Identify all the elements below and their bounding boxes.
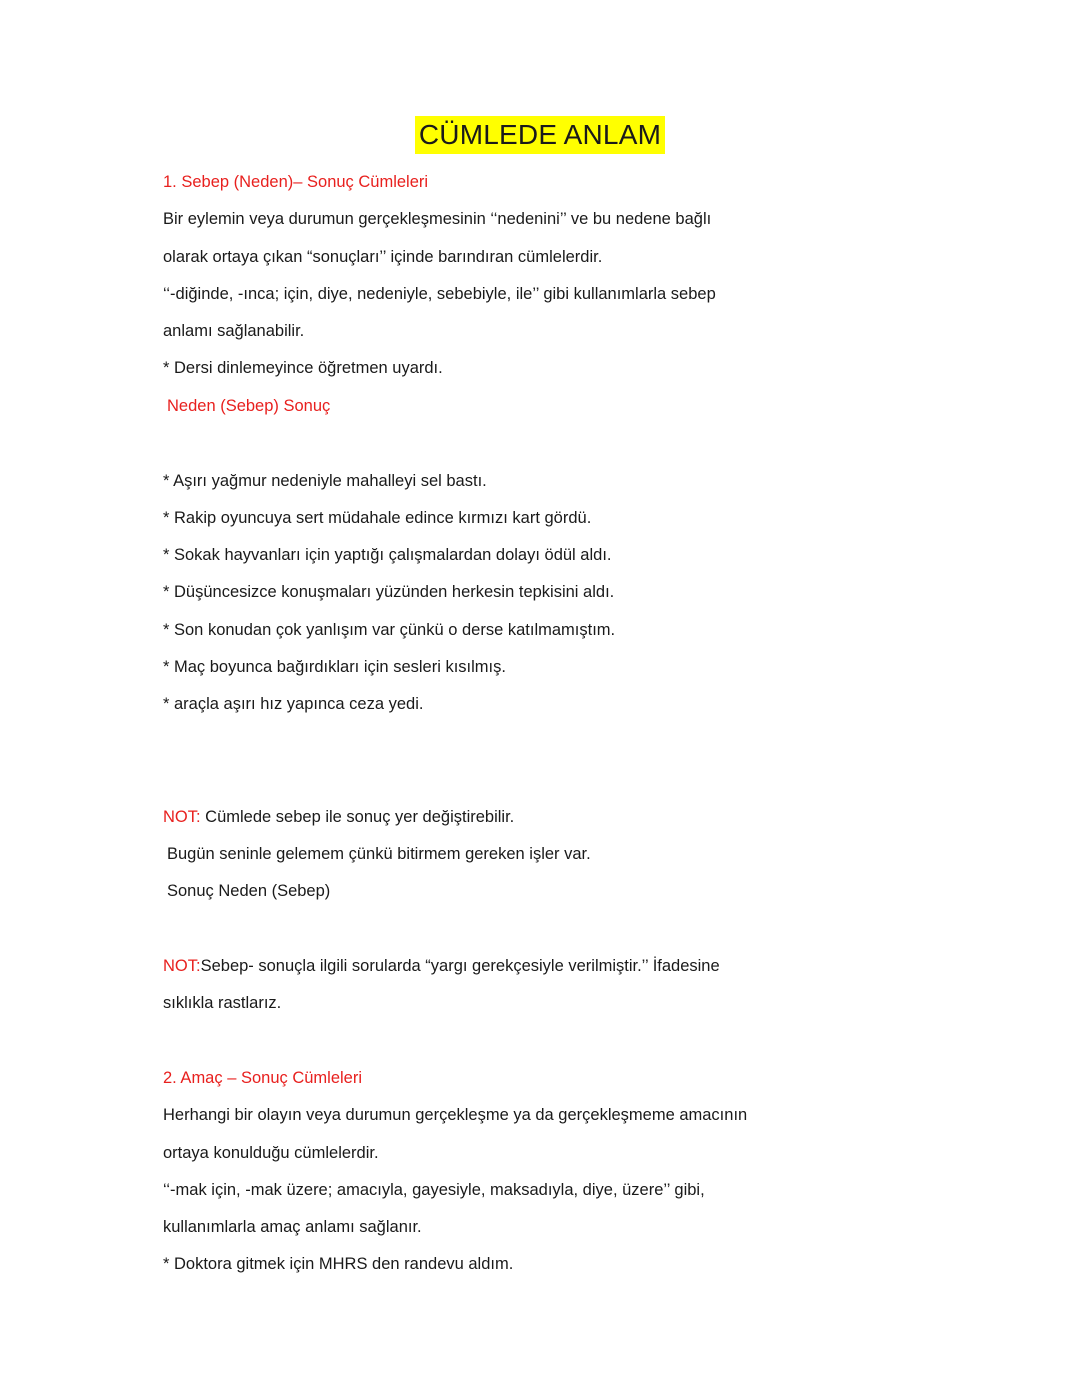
title-wrapper [0, 116, 1080, 154]
note-1-text: Cümlede sebep ile sonuç yer değiştirebilir. [200, 808, 515, 826]
note-2-text: Sebep- sonuçla ilgili sorularda “yargı gerekçesiyle verilmiştir.’’ İfadesine [200, 957, 720, 975]
note-1 [163, 806, 514, 828]
section-2-main-example: * Doktora gitmek için MHRS den randevu aldım. [163, 1255, 514, 1273]
section-1-description-line-4: anlamı sağlanabilir. [163, 322, 305, 340]
section-1-description-line-1: Bir eylemin veya durumun gerçekleşmesinin ‘‘nedenini’’ ve bu nedene bağlı [163, 210, 712, 228]
note-2-text-line-2: sıklıkla rastlarız. [163, 994, 282, 1012]
example-item-4: * Düşüncesizce konuşmaları yüzünden herkesin tepkisini aldı. [163, 583, 615, 601]
section-1-example-label: Neden (Sebep) Sonuç [167, 397, 331, 415]
page-title: CÜMLEDE ANLAM [415, 116, 665, 154]
section-2-description-line-4: kullanımlarla amaç anlamı sağlanır. [163, 1218, 422, 1236]
note-1-label: NOT: [163, 808, 201, 826]
example-item-6: * Maç boyunca bağırdıkları için sesleri kısılmış. [163, 658, 506, 676]
section-1-heading: 1. Sebep (Neden)– Sonuç Cümleleri [163, 173, 429, 191]
example-item-7: * araçla aşırı hız yapınca ceza yedi. [163, 695, 424, 713]
section-2-description-line-3: ‘‘-mak için, -mak üzere; amacıyla, gayesiyle, maksadıyla, diye, üzere’’ gibi, [163, 1181, 705, 1199]
section-1-description-line-3: ‘‘-diğinde, -ınca; için, diye, nedeniyle, sebebiyle, ile’’ gibi kullanımlarla sebep [163, 285, 716, 303]
example-item-1: * Aşırı yağmur nedeniyle mahalleyi sel bastı. [163, 472, 487, 490]
note-1-example: Bugün seninle gelemem çünkü bitirmem gereken işler var. [167, 845, 591, 863]
section-1-description-line-2: olarak ortaya çıkan “sonuçları’’ içinde barındıran cümlelerdir. [163, 248, 603, 266]
note-1-example-label: Sonuç Neden (Sebep) [167, 882, 331, 900]
example-item-2: * Rakip oyuncuya sert müdahale edince kırmızı kart gördü. [163, 509, 592, 527]
section-2-heading: 2. Amaç – Sonuç Cümleleri [163, 1069, 363, 1087]
note-2-label: NOT: [163, 957, 201, 975]
example-item-3: * Sokak hayvanları için yaptığı çalışmalardan dolayı ödül aldı. [163, 546, 612, 564]
example-item-5: * Son konudan çok yanlışım var çünkü o derse katılmamıştım. [163, 621, 616, 639]
section-1-main-example: * Dersi dinlemeyince öğretmen uyardı. [163, 359, 443, 377]
section-2-description-line-2: ortaya konulduğu cümlelerdir. [163, 1144, 379, 1162]
section-2-description-line-1: Herhangi bir olayın veya durumun gerçekleşme ya da gerçekleşmeme amacının [163, 1106, 748, 1124]
note-2 [163, 955, 720, 977]
